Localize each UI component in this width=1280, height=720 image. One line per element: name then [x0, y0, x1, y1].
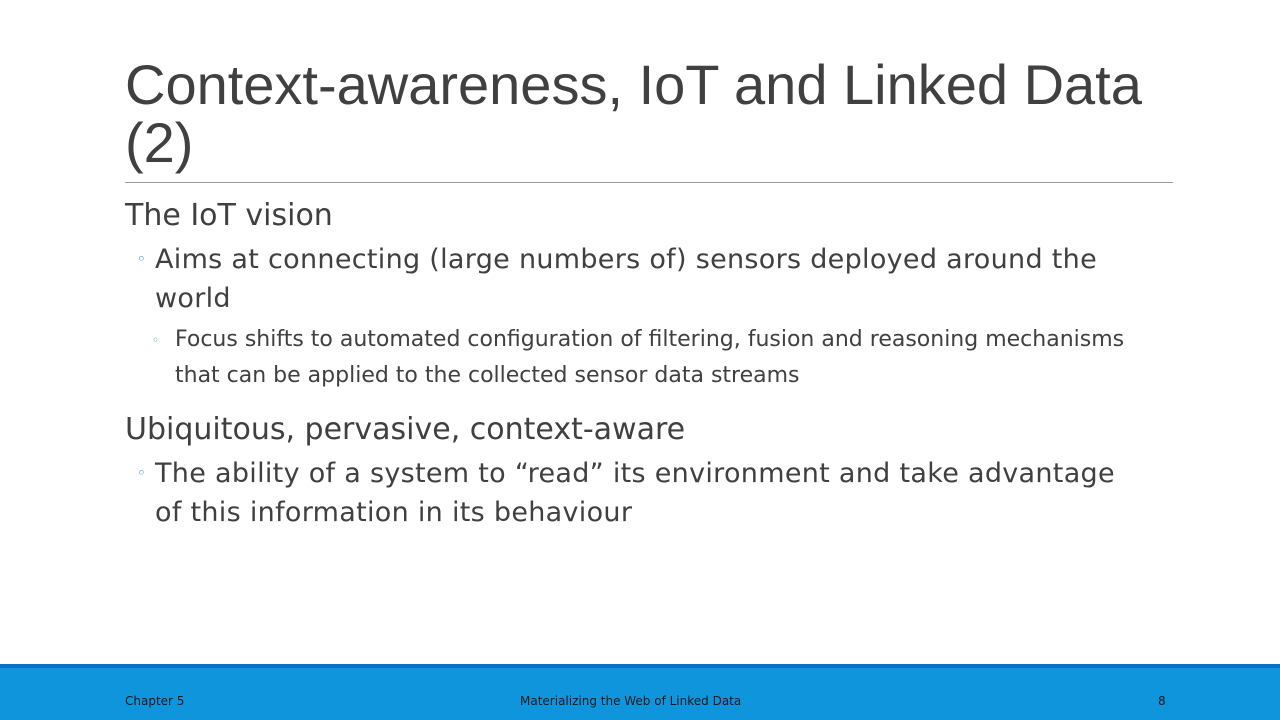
slide-footer — [0, 664, 1280, 720]
section-heading-ubiquitous: Ubiquitous, pervasive, context-aware — [125, 412, 686, 447]
section-heading-iot-vision: The IoT vision — [125, 198, 333, 233]
bullet-icon: ◦ — [137, 464, 147, 482]
slide-title: Context-awareness, IoT and Linked Data (2) — [125, 53, 1142, 174]
bullet-icon: ◦ — [137, 250, 147, 268]
bullet-icon: ◦ — [152, 333, 160, 347]
footer-title: Materializing the Web of Linked Data — [520, 694, 742, 708]
bullet-item-connecting-sensors — [125, 240, 1135, 318]
footer-page-number: 8 — [1158, 694, 1166, 708]
sub-bullet-item-focus-shifts — [125, 322, 1135, 394]
slide-body — [125, 196, 1135, 532]
bullet-item-system-ability — [125, 454, 1135, 532]
footer-chapter: Chapter 5 — [125, 694, 185, 708]
bullet-text: Aims at connecting (large numbers of) sensors deployed around the world — [155, 244, 1097, 314]
sub-bullet-text: Focus shifts to automated configuration of filtering, fusion and reasoning mechanisms that can be applied to the collected sensor data streams — [175, 327, 1125, 388]
bullet-text: The ability of a system to “read” its environment and take advantage of this information in its behaviour — [155, 458, 1115, 528]
title-divider — [125, 182, 1173, 183]
